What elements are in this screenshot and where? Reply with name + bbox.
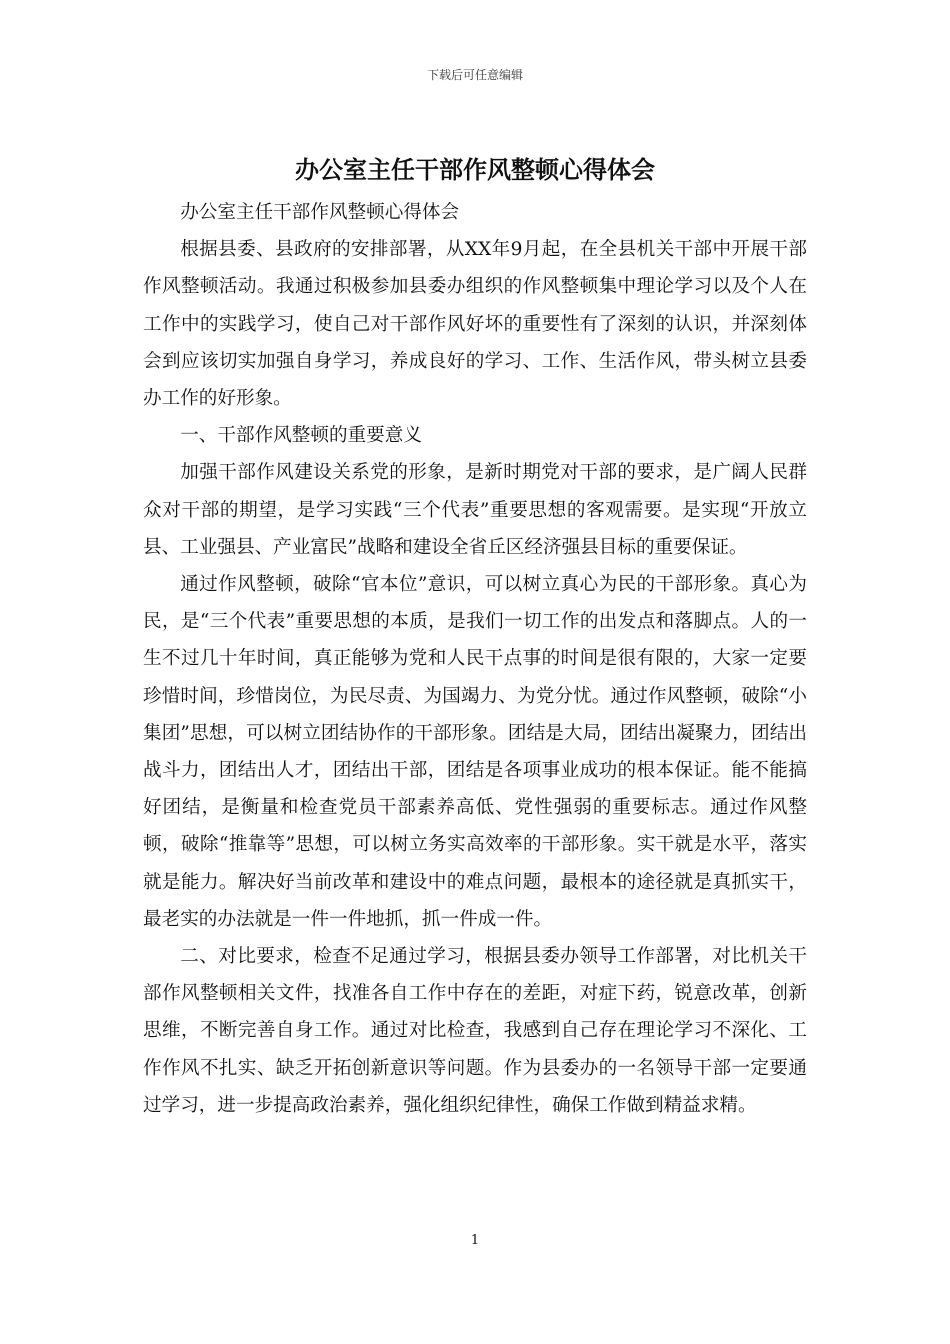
paragraph-comparison: 二、对比要求，检查不足通过学习，根据县委办领导工作部署，对比机关干部作风整顿相关文件，找准各自工作中存在的差距，对症下药，锐意改革，创新思维，不断完善自身工作。通过对比检查，我感到自己存在理论学习不深化、工作作风不扎实、缺乏开拓创新意识等问题。作为县委办的一名领导干部一定要通过学习，进一步提高政治素养，强化组织纪律性，确保工作做到精益求精。 [143, 946, 807, 1116]
document-body [143, 194, 807, 1124]
paragraph-rectification: 通过作风整顿，破除“官本位”意识，可以树立真心为民的干部形象。真心为民，是“三个代表”重要思想的本质，是我们一切工作的出发点和落脚点。人的一生不过几十年时间，真正能够为党和人民干点事的时间是很有限的，大家一定要珍惜时间，珍惜岗位，为民尽责、为国竭力、为党分忧。通过作风整顿，破除“小集团”思想，可以树立团结协作的干部形象。团结是大局，团结出凝聚力，团结出战斗力，团结出人才，团结出干部，团结是各项事业成功的根本保证。能不能搞好团结，是衡量和检查党员干部素养高低、党性强弱的重要标志。通过作风整顿，破除“推靠等”思想，可以树立务实高效率的干部形象。实干就是水平，落实就是能力。解决好当前改革和建设中的难点问题，最根本的途径就是真抓实干，最老实的办法就是一件一件地抓，抓一件成一件。 [143, 574, 807, 930]
page-number: 1 [470, 1233, 480, 1248]
document-title: 办公室主任干部作风整顿心得体会 [295, 155, 655, 184]
header-note: 下载后可任意编辑 [426, 68, 523, 82]
section-heading-1: 一、干部作风整顿的重要意义 [180, 425, 422, 447]
paragraph-intro: 根据县委、县政府的安排部署，从XX年9月起，在全县机关干部中开展干部作风整顿活动。我通过积极参加县委办组织的作风整顿集中理论学习以及个人在工作中的实践学习，使自己对干部作风好坏的重要性有了深刻的认识，并深刻体会到应该切实加强自身学习，养成良好的学习、工作、生活作风，带头树立县委办工作的好形象。 [143, 239, 807, 410]
paragraph-subtitle: 办公室主任干部作风整顿心得体会 [180, 202, 460, 223]
paragraph-significance: 加强干部作风建设关系党的形象，是新时期党对干部的要求，是广阔人民群众对干部的期望，是学习实践“三个代表”重要思想的客观需要。是实现“开放立县、工业强县、产业富民”战略和建设全省丘区经济强县目标的重要保证。 [143, 462, 807, 558]
